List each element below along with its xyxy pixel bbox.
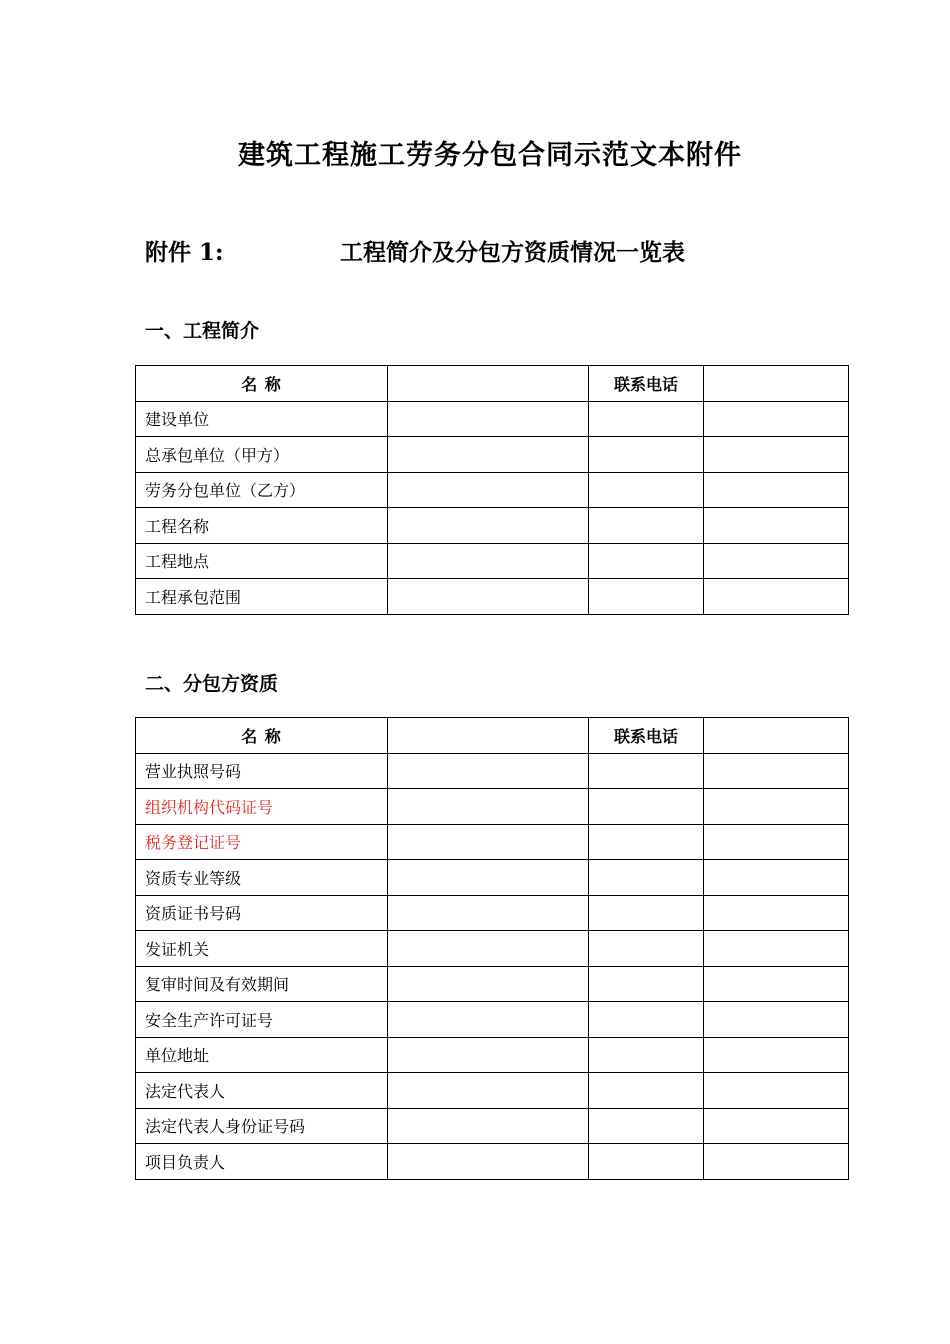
subcontractor-qualification-table [135, 717, 849, 1180]
row-label-cell: 安全生产许可证号 [136, 1002, 388, 1038]
section-heading-subcontractor-qualification: 二、分包方资质 [145, 673, 279, 695]
row-label-cell: 发证机关 [136, 931, 388, 967]
table-row [136, 966, 849, 1002]
row-value-cell[interactable] [388, 860, 589, 896]
annex-label: 附件 1: [145, 239, 224, 266]
project-overview-table-body [136, 366, 849, 615]
row-label-cell: 组织机构代码证号 [136, 789, 388, 825]
table-row [136, 824, 849, 860]
table-header-row [136, 366, 849, 402]
row-label-cell: 资质专业等级 [136, 860, 388, 896]
row-value-cell[interactable] [589, 895, 704, 931]
row-value-cell[interactable] [388, 1037, 589, 1073]
row-label-cell: 营业执照号码 [136, 753, 388, 789]
row-value-cell[interactable] [589, 824, 704, 860]
annex-title: 工程简介及分包方资质情况一览表 [340, 239, 685, 266]
table-row [136, 860, 849, 896]
row-value-cell[interactable] [388, 1002, 589, 1038]
project-overview-table [135, 365, 849, 615]
row-label-cell: 总承包单位（甲方） [136, 437, 388, 473]
table-row [136, 753, 849, 789]
phone-value-cell[interactable] [704, 366, 849, 402]
row-value-cell[interactable] [704, 824, 849, 860]
row-label-cell: 建设单位 [136, 401, 388, 437]
table-row [136, 1108, 849, 1144]
name-value-cell[interactable] [388, 366, 589, 402]
row-value-cell[interactable] [388, 753, 589, 789]
phone-value-cell[interactable] [704, 718, 849, 754]
table-row [136, 1037, 849, 1073]
row-value-cell[interactable] [388, 895, 589, 931]
row-label-cell: 法定代表人 [136, 1073, 388, 1109]
row-value-cell[interactable] [388, 401, 589, 437]
row-value-cell[interactable] [388, 1108, 589, 1144]
row-value-cell[interactable] [704, 789, 849, 825]
row-value-cell[interactable] [589, 1144, 704, 1180]
table-row [136, 789, 849, 825]
row-value-cell[interactable] [704, 508, 849, 544]
row-value-cell[interactable] [704, 931, 849, 967]
row-label-cell: 法定代表人身份证号码 [136, 1108, 388, 1144]
row-value-cell[interactable] [388, 472, 589, 508]
row-label-cell: 工程承包范围 [136, 579, 388, 615]
row-label-cell: 工程地点 [136, 543, 388, 579]
row-value-cell[interactable] [388, 437, 589, 473]
table-row [136, 895, 849, 931]
row-value-cell[interactable] [704, 579, 849, 615]
row-value-cell[interactable] [589, 753, 704, 789]
row-value-cell[interactable] [589, 401, 704, 437]
table-row [136, 401, 849, 437]
row-value-cell[interactable] [589, 860, 704, 896]
row-value-cell[interactable] [704, 437, 849, 473]
row-value-cell[interactable] [704, 1144, 849, 1180]
subcontractor-qualification-table-body [136, 718, 849, 1180]
phone-header-cell: 联系电话 [589, 366, 704, 402]
table-row [136, 1002, 849, 1038]
row-label-cell: 工程名称 [136, 508, 388, 544]
row-value-cell[interactable] [589, 966, 704, 1002]
table-row [136, 1073, 849, 1109]
table-header-row [136, 718, 849, 754]
name-value-cell[interactable] [388, 718, 589, 754]
section-heading-project-overview: 一、工程简介 [145, 320, 260, 342]
row-value-cell[interactable] [589, 1002, 704, 1038]
row-value-cell[interactable] [589, 789, 704, 825]
row-value-cell[interactable] [704, 401, 849, 437]
table-row [136, 579, 849, 615]
table-row [136, 1144, 849, 1180]
row-value-cell[interactable] [388, 789, 589, 825]
row-value-cell[interactable] [704, 1002, 849, 1038]
row-value-cell[interactable] [704, 1037, 849, 1073]
table-row [136, 472, 849, 508]
row-value-cell[interactable] [589, 931, 704, 967]
row-value-cell[interactable] [589, 1037, 704, 1073]
row-value-cell[interactable] [388, 1144, 589, 1180]
row-value-cell[interactable] [704, 472, 849, 508]
table-row [136, 931, 849, 967]
row-label-cell: 劳务分包单位（乙方） [136, 472, 388, 508]
row-value-cell[interactable] [704, 860, 849, 896]
row-label-cell: 项目负责人 [136, 1144, 388, 1180]
name-header-cell: 名 称 [136, 366, 388, 402]
row-label-cell: 资质证书号码 [136, 895, 388, 931]
name-header-cell: 名 称 [136, 718, 388, 754]
table-row [136, 543, 849, 579]
row-value-cell[interactable] [589, 579, 704, 615]
row-value-cell[interactable] [388, 543, 589, 579]
row-value-cell[interactable] [704, 966, 849, 1002]
row-value-cell[interactable] [704, 753, 849, 789]
row-label-cell: 单位地址 [136, 1037, 388, 1073]
row-value-cell[interactable] [589, 543, 704, 579]
row-value-cell[interactable] [589, 437, 704, 473]
row-value-cell[interactable] [704, 895, 849, 931]
row-value-cell[interactable] [589, 472, 704, 508]
row-value-cell[interactable] [388, 508, 589, 544]
row-value-cell[interactable] [388, 1073, 589, 1109]
document-title: 建筑工程施工劳务分包合同示范文本附件 [238, 140, 742, 171]
row-value-cell[interactable] [589, 1108, 704, 1144]
row-value-cell[interactable] [388, 579, 589, 615]
table-row [136, 508, 849, 544]
row-value-cell[interactable] [704, 1073, 849, 1109]
row-value-cell[interactable] [388, 931, 589, 967]
row-value-cell[interactable] [589, 1073, 704, 1109]
row-value-cell[interactable] [704, 543, 849, 579]
row-value-cell[interactable] [589, 508, 704, 544]
table-row [136, 437, 849, 473]
row-value-cell[interactable] [388, 966, 589, 1002]
row-value-cell[interactable] [704, 1108, 849, 1144]
row-label-cell: 复审时间及有效期间 [136, 966, 388, 1002]
row-label-cell: 税务登记证号 [136, 824, 388, 860]
row-value-cell[interactable] [388, 824, 589, 860]
phone-header-cell: 联系电话 [589, 718, 704, 754]
